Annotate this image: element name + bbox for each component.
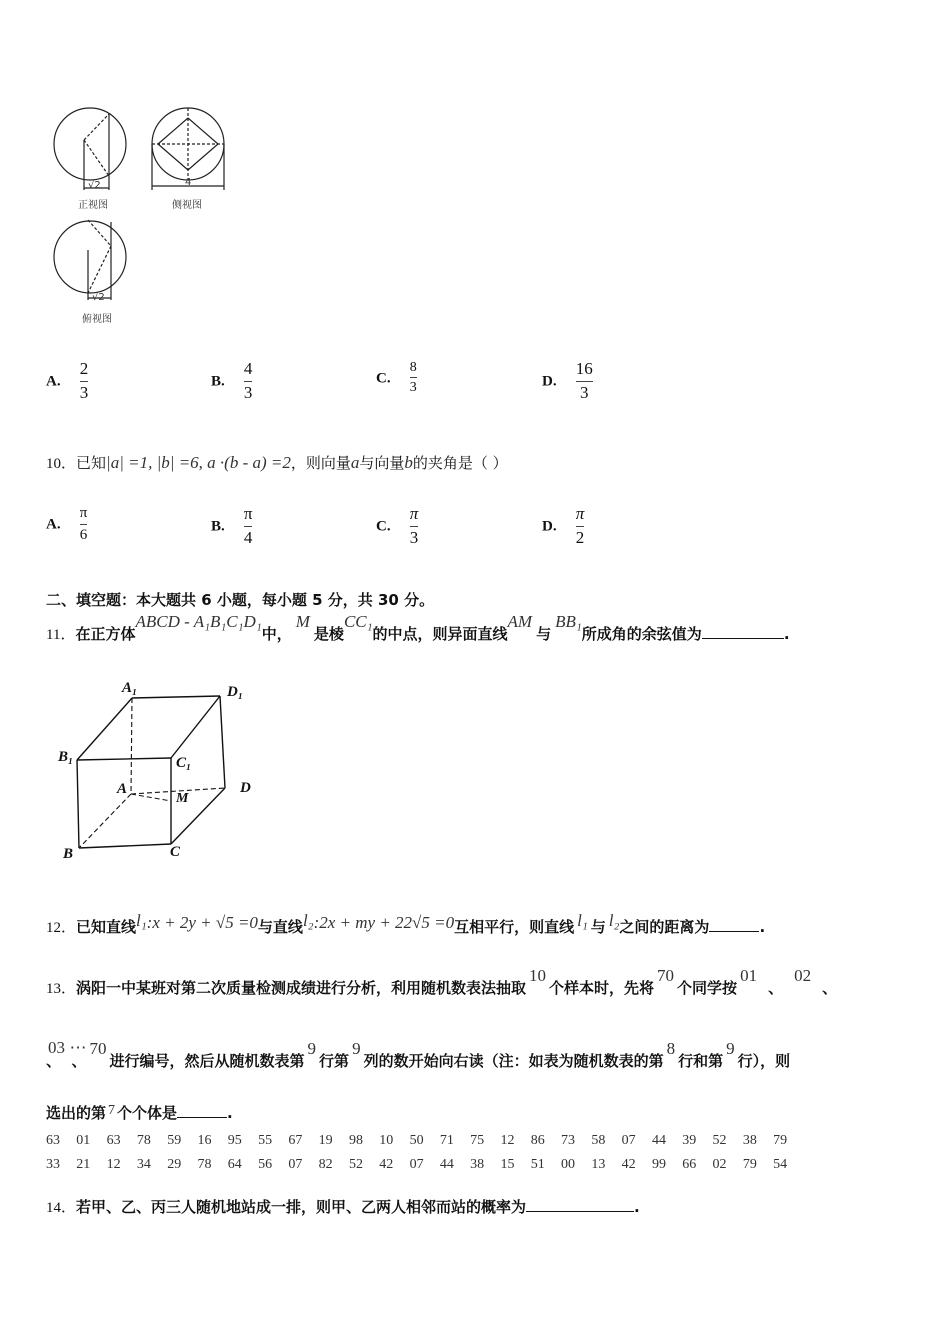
three-view-figure: [40, 100, 240, 330]
math-line-2-equation: :2x + my + 22√5 =0: [313, 913, 455, 932]
stem-text: 之间的距离为: [619, 918, 710, 936]
random-number-cell: 12: [500, 1133, 515, 1148]
option-fraction: [576, 360, 593, 402]
random-number-cell: 10: [379, 1133, 394, 1148]
stem-text: .: [783, 625, 790, 643]
question-number: 14．: [46, 1200, 77, 1216]
random-number-cell: 63: [106, 1133, 121, 1148]
side-width-label: 4: [185, 177, 192, 188]
random-number-cell: 55: [258, 1133, 273, 1148]
random-number-cell: 38: [742, 1133, 757, 1148]
random-number-cell: 52: [348, 1157, 363, 1172]
question-number: 12．: [46, 920, 77, 936]
random-number-cell: 19: [318, 1133, 333, 1148]
numerator: π: [79, 505, 88, 521]
cube-label-c: C: [170, 844, 181, 860]
random-table-row-8: [46, 1133, 803, 1149]
random-number-cell: 38: [470, 1157, 485, 1172]
denominator: 3: [243, 382, 253, 402]
random-number-cell: 39: [682, 1133, 697, 1148]
cube-label-m: M: [176, 791, 189, 806]
q10-option-c[interactable]: [376, 505, 418, 547]
stem-text: 列的数开始向右读（注：如表为随机数表的第: [363, 1052, 664, 1070]
stem-text: 是棱: [313, 625, 344, 643]
q13-stem-line3: [46, 1102, 233, 1123]
option-fraction: [576, 505, 585, 547]
random-number-cell: 42: [621, 1157, 636, 1172]
cube-label-a: A: [117, 781, 128, 797]
stem-text: 在正方体: [75, 625, 136, 643]
random-number-cell: 58: [591, 1133, 606, 1148]
numerator: 2: [79, 359, 89, 378]
option-fraction: [410, 505, 419, 547]
option-fraction: [80, 505, 88, 543]
stem-text: 已知直线: [76, 918, 137, 936]
math-l2: l₂: [302, 911, 314, 930]
answer-blank[interactable]: [709, 917, 759, 932]
option-label: A.: [46, 516, 61, 533]
cube-label-a1: A₁: [122, 680, 138, 696]
stem-text: 涡阳一中某班对第二次质量检测成绩进行分析，利用随机数表法抽取: [76, 979, 527, 997]
numerator: 4: [243, 359, 253, 378]
option-label: C.: [376, 518, 391, 535]
separator: 、: [768, 979, 784, 997]
vector-b: b: [404, 453, 413, 472]
denominator: 6: [79, 526, 88, 543]
random-number-cell: 73: [561, 1133, 576, 1148]
q10-option-b[interactable]: [211, 505, 252, 547]
random-number-cell: 12: [106, 1157, 121, 1172]
question-number: 11．: [46, 627, 76, 643]
q9-options: [46, 360, 846, 410]
side-view-caption: 侧视图: [172, 200, 202, 211]
numerator: π: [243, 504, 253, 523]
math-number: 10: [529, 966, 547, 985]
stem-text: 与向量: [359, 454, 405, 472]
stem-text: 与: [536, 625, 552, 643]
random-number-cell: 86: [530, 1133, 545, 1148]
random-number-cell: 54: [773, 1157, 788, 1172]
random-number-cell: 63: [46, 1133, 60, 1148]
math-cube: ABCD - A₁B₁C₁D₁: [135, 612, 262, 631]
q9-option-b[interactable]: [211, 360, 252, 402]
stem-text: 若甲、乙、丙三人随机地站成一排，则甲、乙两人相邻而站的概率为: [76, 1198, 527, 1216]
math-l1: l₁: [577, 911, 588, 930]
separator: 、: [46, 1052, 54, 1070]
random-number-cell: 79: [773, 1133, 788, 1148]
stem-text: ，则向量: [290, 454, 351, 472]
random-number-cell: 33: [46, 1157, 60, 1172]
q13-stem-line1: [46, 966, 838, 998]
denominator: 4: [243, 527, 253, 547]
separator: 、: [71, 1052, 87, 1070]
random-number-cell: 01: [76, 1133, 91, 1148]
random-number-cell: 51: [530, 1157, 545, 1172]
random-number-cell: 99: [651, 1157, 666, 1172]
random-number-cell: 71: [439, 1133, 454, 1148]
random-number-cell: 07: [409, 1157, 424, 1172]
random-number-cell: 82: [318, 1157, 333, 1172]
math-line-am: AM: [507, 612, 533, 631]
random-number-cell: 95: [227, 1133, 242, 1148]
cube-label-c1: C₁: [176, 755, 192, 771]
q14-stem: [46, 1196, 640, 1217]
q9-option-c[interactable]: [376, 360, 417, 396]
denominator: 2: [575, 527, 585, 547]
cube-figure: [55, 680, 275, 870]
section-heading: 二、填空题：本大题共 6 小题，每小题 5 分，共 30 分。: [46, 591, 435, 609]
top-sqrt2-label: √2: [92, 292, 105, 303]
stem-text: 选出的第: [46, 1104, 107, 1122]
math-number: 03: [48, 1038, 65, 1057]
random-number-cell: 78: [136, 1133, 151, 1148]
denominator: 3: [79, 382, 89, 402]
math-number: 9: [352, 1039, 361, 1058]
random-number-cell: 21: [76, 1157, 91, 1172]
front-sqrt2-label: √2: [88, 180, 101, 191]
random-number-cell: 29: [167, 1157, 182, 1172]
stem-text: 个个体是: [117, 1104, 178, 1122]
random-number-cell: 56: [258, 1157, 273, 1172]
random-number-cell: 00: [561, 1157, 576, 1172]
q12-stem: [46, 911, 766, 937]
denominator: 3: [579, 382, 589, 402]
cube-label-b1: B₁: [58, 749, 74, 765]
stem-text: 的夹角是（ ）: [412, 454, 508, 472]
math-line-1-equation: :x + 2y + √5 =0: [146, 913, 258, 932]
random-number-cell: 16: [197, 1133, 212, 1148]
random-number-cell: 78: [197, 1157, 212, 1172]
stem-text: 互相平行，则直线: [454, 918, 575, 936]
option-label: B.: [211, 518, 225, 535]
option-label: C.: [376, 370, 391, 387]
front-view: [54, 108, 126, 190]
random-number-cell: 02: [712, 1157, 727, 1172]
separator: 、: [822, 979, 838, 997]
q10-option-d[interactable]: [542, 505, 584, 547]
stem-text: 进行编号，然后从随机数表第: [109, 1052, 305, 1070]
math-line-bb1: BB₁: [555, 612, 582, 631]
option-fraction: [244, 505, 253, 547]
stem-text: .: [759, 918, 766, 936]
cube-label-d1: D₁: [227, 684, 244, 700]
math-edge-cc1: CC₁: [343, 612, 373, 631]
numerator: π: [575, 504, 585, 523]
stem-text: 与: [590, 918, 606, 936]
option-fraction: [80, 360, 89, 402]
random-number-cell: 07: [288, 1157, 303, 1172]
denominator: 3: [409, 527, 419, 547]
stem-text: 个样本时，先将: [549, 979, 655, 997]
option-fraction: [410, 360, 417, 396]
random-number-cell: 50: [409, 1133, 424, 1148]
random-number-cell: 98: [348, 1133, 363, 1148]
top-view-caption: 俯视图: [82, 314, 112, 325]
stem-text: 与直线: [257, 918, 303, 936]
math-number: 9: [726, 1039, 735, 1058]
q11-stem: [46, 612, 790, 644]
random-number-cell: 64: [227, 1157, 242, 1172]
stem-text: 个同学按: [677, 979, 738, 997]
random-number-cell: 52: [712, 1133, 727, 1148]
q10-option-a[interactable]: [46, 505, 87, 543]
stem-text: 行第: [319, 1052, 350, 1070]
math-dots: ⋯: [69, 1038, 87, 1057]
math-number: 01: [740, 966, 758, 985]
code-03-group: [46, 1038, 65, 1070]
stem-text: 中，: [261, 625, 292, 643]
option-label: A.: [46, 373, 61, 390]
q9-option-d[interactable]: [542, 360, 593, 402]
math-expression: |a| =1, |b| =6, a ·(b - a) =2: [106, 453, 291, 472]
numerator: 16: [575, 359, 593, 378]
math-l1: l₁: [136, 911, 147, 930]
random-number-cell: 66: [682, 1157, 697, 1172]
random-number-cell: 44: [651, 1133, 666, 1148]
denominator: 3: [409, 380, 417, 396]
question-number: 13．: [46, 981, 77, 997]
math-number: 70: [657, 966, 675, 985]
random-number-cell: 13: [591, 1157, 606, 1172]
math-number: 70: [89, 1039, 107, 1058]
question-number: 10．: [46, 456, 77, 472]
random-number-cell: 44: [439, 1157, 454, 1172]
random-number-cell: 42: [379, 1157, 394, 1172]
option-label: D.: [542, 518, 557, 535]
stem-text: 的中点，则异面直线: [372, 625, 508, 643]
random-number-cell: 34: [136, 1157, 151, 1172]
stem-text: 行和第: [678, 1052, 724, 1070]
cube-label-b: B: [63, 846, 74, 862]
random-number-cell: 15: [500, 1157, 515, 1172]
math-l2: l₂: [608, 911, 620, 930]
math-number: 8: [666, 1039, 676, 1058]
q9-option-a[interactable]: [46, 360, 88, 402]
option-label: B.: [211, 373, 225, 390]
stem-text: .: [227, 1104, 233, 1122]
math-number: 02: [794, 966, 812, 985]
random-number-cell: 75: [470, 1133, 485, 1148]
answer-blank[interactable]: [526, 1197, 634, 1212]
stem-text: .: [634, 1198, 640, 1216]
random-table-row-9: [46, 1157, 803, 1173]
q10-stem: [46, 452, 508, 473]
stem-text: 所成角的余弦值为: [581, 625, 702, 643]
option-label: D.: [542, 373, 557, 390]
vector-a: a: [350, 453, 360, 472]
math-number: 9: [307, 1039, 317, 1058]
q10-options: [46, 505, 846, 555]
math-point-m: M: [295, 612, 310, 631]
answer-blank[interactable]: [177, 1103, 227, 1118]
random-number-cell: 79: [742, 1157, 757, 1172]
random-number-cell: 07: [621, 1133, 636, 1148]
front-view-caption: 正视图: [78, 200, 108, 211]
stem-text: 行），则: [737, 1052, 791, 1070]
cube-label-d: D: [240, 780, 251, 796]
math-number: 7: [108, 1103, 116, 1118]
stem-text: 已知: [76, 454, 107, 472]
option-fraction: [244, 360, 253, 402]
random-number-cell: 59: [167, 1133, 182, 1148]
top-view: [54, 220, 126, 300]
random-number-cell: 67: [288, 1133, 303, 1148]
numerator: 8: [409, 360, 417, 375]
q13-stem-line2: [46, 1038, 791, 1071]
dots-group: [69, 1038, 87, 1070]
answer-blank[interactable]: [702, 624, 784, 639]
numerator: π: [409, 504, 419, 523]
